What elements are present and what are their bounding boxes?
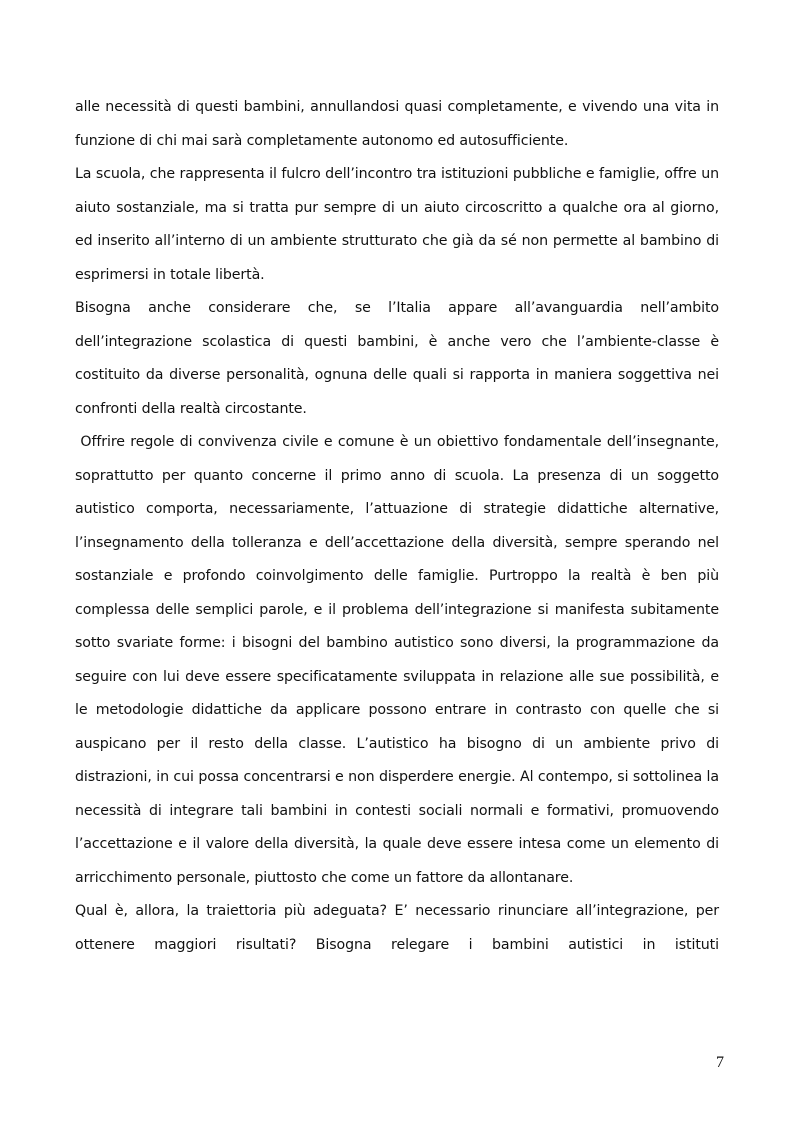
paragraph-2: La scuola, che rappresenta il fulcro dell’incontro tra istituzioni pubbliche e famiglie, offre un aiuto sostanziale, ma si tratta pur sempre di un aiuto circoscritto a qualche ora al giorno, ed inserito all’interno di un ambiente strutturato che già da sé non permette al bambino di esprimersi in totale libertà.: [75, 166, 719, 283]
page-number: 7: [716, 1054, 724, 1071]
body-text: [75, 91, 724, 962]
paragraph-4: Offrire regole di convivenza civile e comune è un obiettivo fondamentale dell’insegnante, soprattutto per quanto concerne il primo anno di scuola. La presenza di un soggetto autistico comporta, necessariamente, l’attuazione di strategie didattiche alternative, l’insegnamento della tolleranza e dell’accettazione della diversità, sempre sperando nel sostanziale e profondo coinvolgimento delle famiglie. Purtroppo la realtà è ben più complessa delle semplici parole, e il problema dell’integrazione si manifesta subitamente sotto svariate forme: i bisogni del bambino autistico sono diversi, la programmazione da seguire con lui deve essere specificatamente sviluppata in relazione alle sue possibilità, e le metodologie didattiche da applicare possono entrare in contrasto con quelle che si auspicano per il resto della classe. L’autistico ha bisogno di un ambiente privo di distrazioni, in cui possa concentrarsi e non disperdere energie. Al contempo, si sottolinea la necessità di integrare tali bambini in contesti sociali normali e formativi, promuovendo l’accettazione e il valore della diversità, la quale deve essere intesa come un elemento di arricchimento personale, piuttosto che come un fattore da allontanare.: [75, 434, 724, 886]
paragraph-3: Bisogna anche considerare che, se l’Italia appare all’avanguardia nell’ambito dell’integrazione scolastica di questi bambini, è anche vero che l’ambiente-classe è costituito da diverse personalità, ognuna delle quali si rapporta in maniera soggettiva nei confronti della realtà circostante.: [75, 300, 719, 417]
paragraph-5: Qual è, allora, la traiettoria più adeguata? E’ necessario rinunciare all’integrazione, per ottenere maggiori risultati? Bisogna relegare i bambini autistici in istituti: [75, 903, 719, 953]
paragraph-1: alle necessità di questi bambini, annullandosi quasi completamente, e vivendo una vita in funzione di chi mai sarà completamente autonomo ed autosufficiente.: [75, 99, 719, 149]
